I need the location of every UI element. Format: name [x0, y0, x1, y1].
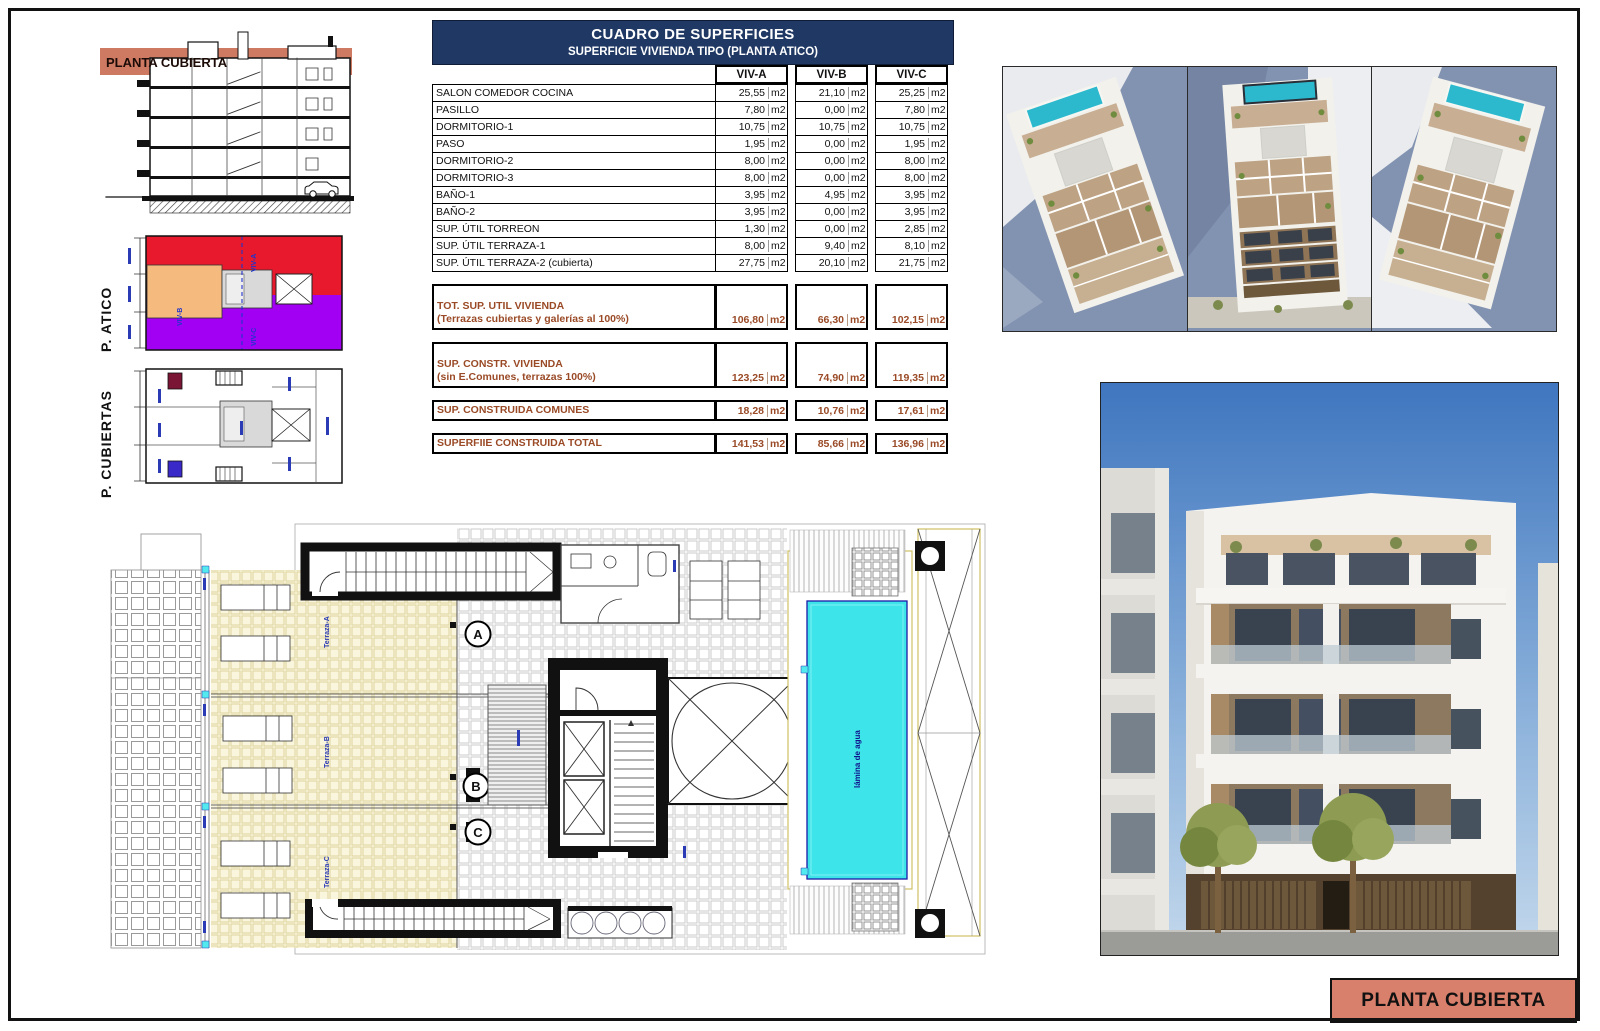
cell-viv-a: 1,30 m2	[715, 220, 788, 238]
svg-text:C: C	[473, 825, 483, 840]
building-section-figure	[92, 24, 397, 219]
sheet-title: PLANTA CUBIERTA	[1361, 989, 1546, 1011]
stair-elevator-core	[548, 658, 668, 858]
cell-viv-b: 4,95 m2	[795, 186, 868, 204]
section-band-label: PLANTA CUBIERTA	[106, 55, 228, 70]
table-row	[432, 135, 954, 153]
cell-viv-b: 0,00 m2	[795, 101, 868, 119]
table-row	[432, 203, 954, 221]
cell-viv-a: 3,95 m2	[715, 203, 788, 221]
row-label: SALON COMEDOR COCINA	[432, 84, 716, 102]
neighbour-building-right	[1538, 563, 1558, 938]
cell-viv-a: 7,80 m2	[715, 101, 788, 119]
terrace-area	[211, 570, 457, 948]
unit-marker-c	[466, 820, 491, 845]
row-label: PASO	[432, 135, 716, 153]
cell-viv-a: 27,75 m2	[715, 254, 788, 272]
row-label: SUP. ÚTIL TERRAZA-2 (cubierta)	[432, 254, 716, 272]
atico-plan-label: P. ATICO	[98, 286, 114, 352]
cell-viv-a: 25,55 m2	[715, 84, 788, 102]
table-row	[432, 254, 954, 272]
street-pavement	[1101, 931, 1558, 955]
table-header	[432, 20, 954, 65]
terrace-c-label: Terraza-C	[324, 856, 331, 888]
skylight	[668, 678, 796, 804]
cell-viv-c: 21,75 m2	[875, 254, 948, 272]
summary-row-comunes: SUP. CONSTRUIDA COMUNES 18,28 m2 10,76 m2 17,61 m2	[432, 400, 954, 421]
row-label: BAÑO-2	[432, 203, 716, 221]
cell-viv-a: 3,95 m2	[715, 186, 788, 204]
atico-level	[1196, 535, 1506, 604]
top-staircase	[305, 547, 557, 596]
sheet-title-block	[1330, 978, 1577, 1023]
table-row	[432, 169, 954, 187]
column-header-viv-a: VIV-A	[715, 65, 788, 84]
table-row	[432, 237, 954, 255]
table-row	[432, 220, 954, 238]
cell-viv-c: 3,95 m2	[875, 186, 948, 204]
cell-viv-c: 1,95 m2	[875, 135, 948, 153]
summary-row-total: SUPERFIIE CONSTRUIDA TOTAL 141,53 m2 85,66 m2 136,96 m2	[432, 433, 954, 454]
aerial-renders	[1002, 66, 1557, 332]
aerial-render-3	[1372, 67, 1556, 331]
table-title: CUADRO DE SUPERFICIES	[591, 26, 795, 43]
table-subtitle: SUPERFICIE VIVIENDA TIPO (PLANTA ATICO)	[567, 46, 819, 58]
chimney-top	[915, 541, 945, 571]
summary-row-constr: SUP. CONSTR. VIVIENDA (sin E.Comunes, terrazas 100%) 123,25 m2 74,90 m2 119,35 m2	[432, 342, 954, 388]
row-label: SUP. ÚTIL TERRAZA-1	[432, 237, 716, 255]
cell-viv-c: 3,95 m2	[875, 203, 948, 221]
row-label: SUP. ÚTIL TORREON	[432, 220, 716, 238]
unit-marker-b	[464, 774, 489, 799]
svg-text:A: A	[473, 627, 483, 642]
svg-text:B: B	[471, 779, 481, 794]
atico-mini-plan	[120, 230, 355, 356]
side-terrace-grid	[111, 570, 201, 948]
summary-row-util: TOT. SUP. UTIL VIVIENDA (Terrazas cubiertas y galerías al 100%) 106,80 m2 66,30 m2 102,15 m2	[432, 284, 954, 330]
cell-viv-b: 20,10 m2	[795, 254, 868, 272]
row-label: DORMITORIO-3	[432, 169, 716, 187]
cell-viv-c: 8,00 m2	[875, 152, 948, 170]
cell-viv-a: 8,00 m2	[715, 169, 788, 187]
cell-viv-b: 0,00 m2	[795, 135, 868, 153]
aerial-render-1	[1003, 67, 1188, 331]
surface-table	[432, 20, 954, 454]
viv-b-label: VIV-B	[177, 307, 184, 326]
terrace-a-label: Terraza-A	[324, 616, 331, 648]
table-row	[432, 101, 954, 119]
cell-viv-c: 7,80 m2	[875, 101, 948, 119]
table-row	[432, 84, 954, 102]
cell-viv-c: 25,25 m2	[875, 84, 948, 102]
table-row	[432, 186, 954, 204]
cell-viv-c: 10,75 m2	[875, 118, 948, 136]
cell-viv-b: 0,00 m2	[795, 152, 868, 170]
pool-label: lámina de agua	[853, 730, 862, 788]
torreon-room	[561, 545, 679, 623]
table-column-headers	[432, 65, 954, 84]
cell-viv-c: 8,10 m2	[875, 237, 948, 255]
bottom-staircase	[309, 899, 557, 934]
cell-viv-a: 8,00 m2	[715, 152, 788, 170]
chimney-bottom	[915, 909, 945, 938]
pool	[807, 601, 907, 879]
cubiertas-plan-label: P. CUBIERTAS	[98, 390, 114, 498]
table-body	[432, 84, 954, 272]
unit-marker-a	[466, 622, 491, 647]
cell-viv-b: 10,75 m2	[795, 118, 868, 136]
cell-viv-b: 21,10 m2	[795, 84, 868, 102]
cell-viv-b: 0,00 m2	[795, 169, 868, 187]
viv-a-label: VIV-A	[251, 253, 258, 272]
cell-viv-b: 9,40 m2	[795, 237, 868, 255]
roof-floor-plan	[98, 516, 990, 962]
table-row	[432, 152, 954, 170]
neighbour-building-left	[1101, 468, 1169, 938]
column-header-viv-b: VIV-B	[795, 65, 868, 84]
cell-viv-b: 0,00 m2	[795, 220, 868, 238]
street-render	[1100, 382, 1559, 956]
cell-viv-c: 2,85 m2	[875, 220, 948, 238]
row-label: DORMITORIO-1	[432, 118, 716, 136]
cell-viv-a: 10,75 m2	[715, 118, 788, 136]
viv-c-label: VIV-C	[251, 327, 258, 346]
pergola-strip	[918, 529, 980, 936]
zone-viv-b	[147, 265, 222, 318]
cell-viv-a: 8,00 m2	[715, 237, 788, 255]
cell-viv-a: 1,95 m2	[715, 135, 788, 153]
cell-viv-b: 0,00 m2	[795, 203, 868, 221]
cell-viv-c: 8,00 m2	[875, 169, 948, 187]
machine-row	[568, 906, 672, 938]
column-header-viv-c: VIV-C	[875, 65, 948, 84]
row-label: DORMITORIO-2	[432, 152, 716, 170]
table-row	[432, 118, 954, 136]
cubiertas-mini-plan	[120, 363, 355, 489]
row-label: BAÑO-1	[432, 186, 716, 204]
aerial-render-2	[1188, 67, 1373, 331]
terrace-b-label: Terraza-B	[324, 736, 331, 768]
row-label: PASILLO	[432, 101, 716, 119]
